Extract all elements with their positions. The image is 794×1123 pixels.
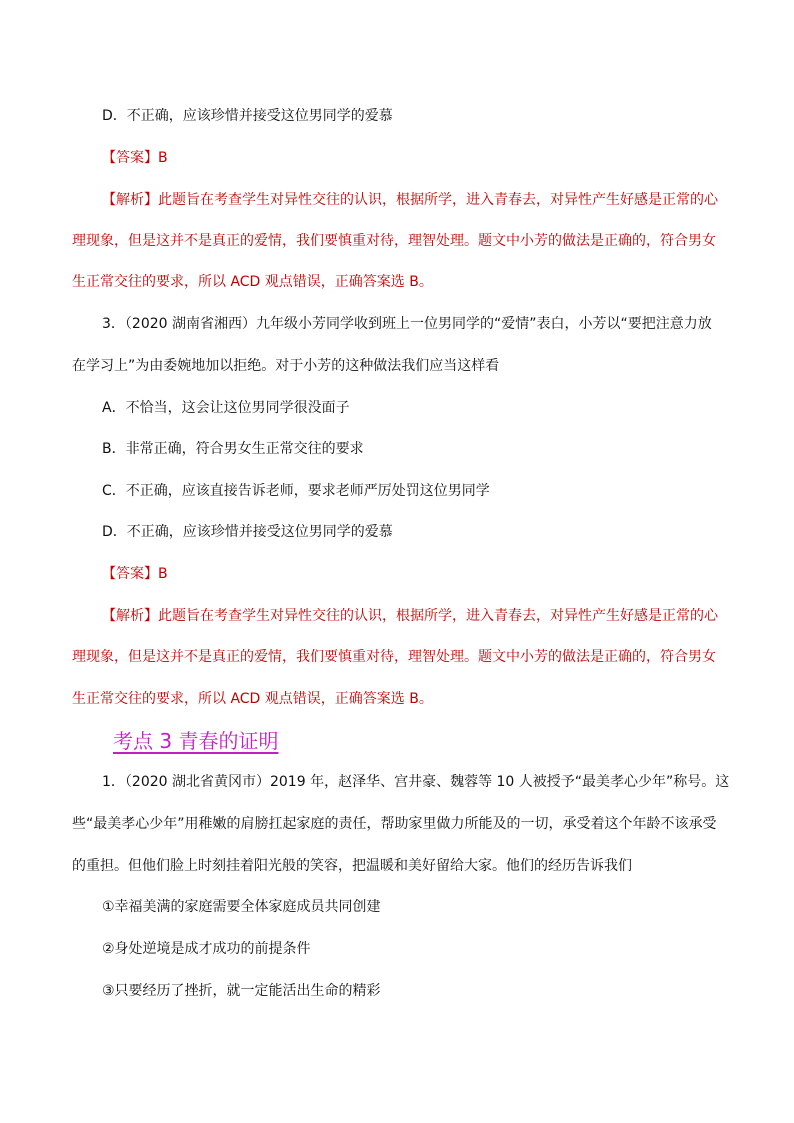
q3-stem-line-1: 3．（2020 湖南省湘西）九年级小芳同学收到班上一位男同学的“爱情”表白，小芳以“要把注意力放 [102,316,712,332]
q1-stem-line-2: 些“最美孝心少年”用稚嫩的肩膀扛起家庭的责任，帮助家里做力所能及的一切，承受着这个年龄不该承受 [72,816,717,832]
q3-option-c: C．不正确，应该直接告诉老师，要求老师严厉处罚这位男同学 [102,483,490,499]
q3-analysis-line-1: 【解析】此题旨在考查学生对异性交往的认识，根据所学，进入青春去，对异性产生好感是正常的心 [102,608,718,624]
q3-answer: 【答案】B [102,566,168,582]
analysis-prev-line-3: 生正常交往的要求，所以 ACD 观点错误，正确答案选 B。 [72,274,433,290]
analysis-prev-line-1: 【解析】此题旨在考查学生对异性交往的认识，根据所学，进入青春去，对异性产生好感是正常的心 [102,192,718,208]
q3-stem-line-2: 在学习上”为由委婉地加以拒绝。对于小芳的这种做法我们应当这样看 [72,358,500,374]
section-heading: 考点 3 青春的证明 [113,729,279,753]
option-d-prev: D．不正确，应该珍惜并接受这位男同学的爱慕 [102,108,393,124]
q1-stem-line-3: 的重担。但他们脸上时刻挂着阳光般的笑容，把温暖和美好留给大家。他们的经历告诉我们 [72,858,632,874]
q3-option-d: D．不正确，应该珍惜并接受这位男同学的爱慕 [102,524,393,540]
q3-analysis-line-3: 生正常交往的要求，所以 ACD 观点错误，正确答案选 B。 [72,691,433,707]
answer-prev: 【答案】B [102,150,168,166]
q1-statement-3: ③只要经历了挫折，就一定能活出生命的精彩 [102,983,381,999]
analysis-prev-line-2: 理现象，但是这并不是真正的爱情，我们要慎重对待，理智处理。题文中小芳的做法是正确的，符合男女 [72,233,716,249]
q3-analysis-line-2: 理现象，但是这并不是真正的爱情，我们要慎重对待，理智处理。题文中小芳的做法是正确的，符合男女 [72,649,716,665]
q1-stem-line-1: 1．（2020 湖北省黄冈市）2019 年，赵泽华、宫井豪、魏蓉等 10 人被授予“最美孝心少年”称号。这 [102,774,730,790]
q1-statement-2: ②身处逆境是成才成功的前提条件 [102,941,311,957]
q1-statement-1: ①幸福美满的家庭需要全体家庭成员共同创建 [102,899,381,915]
q3-option-b: B．非常正确，符合男女生正常交往的要求 [102,441,364,457]
q3-option-a: A．不恰当，这会让这位男同学很没面子 [102,400,350,416]
